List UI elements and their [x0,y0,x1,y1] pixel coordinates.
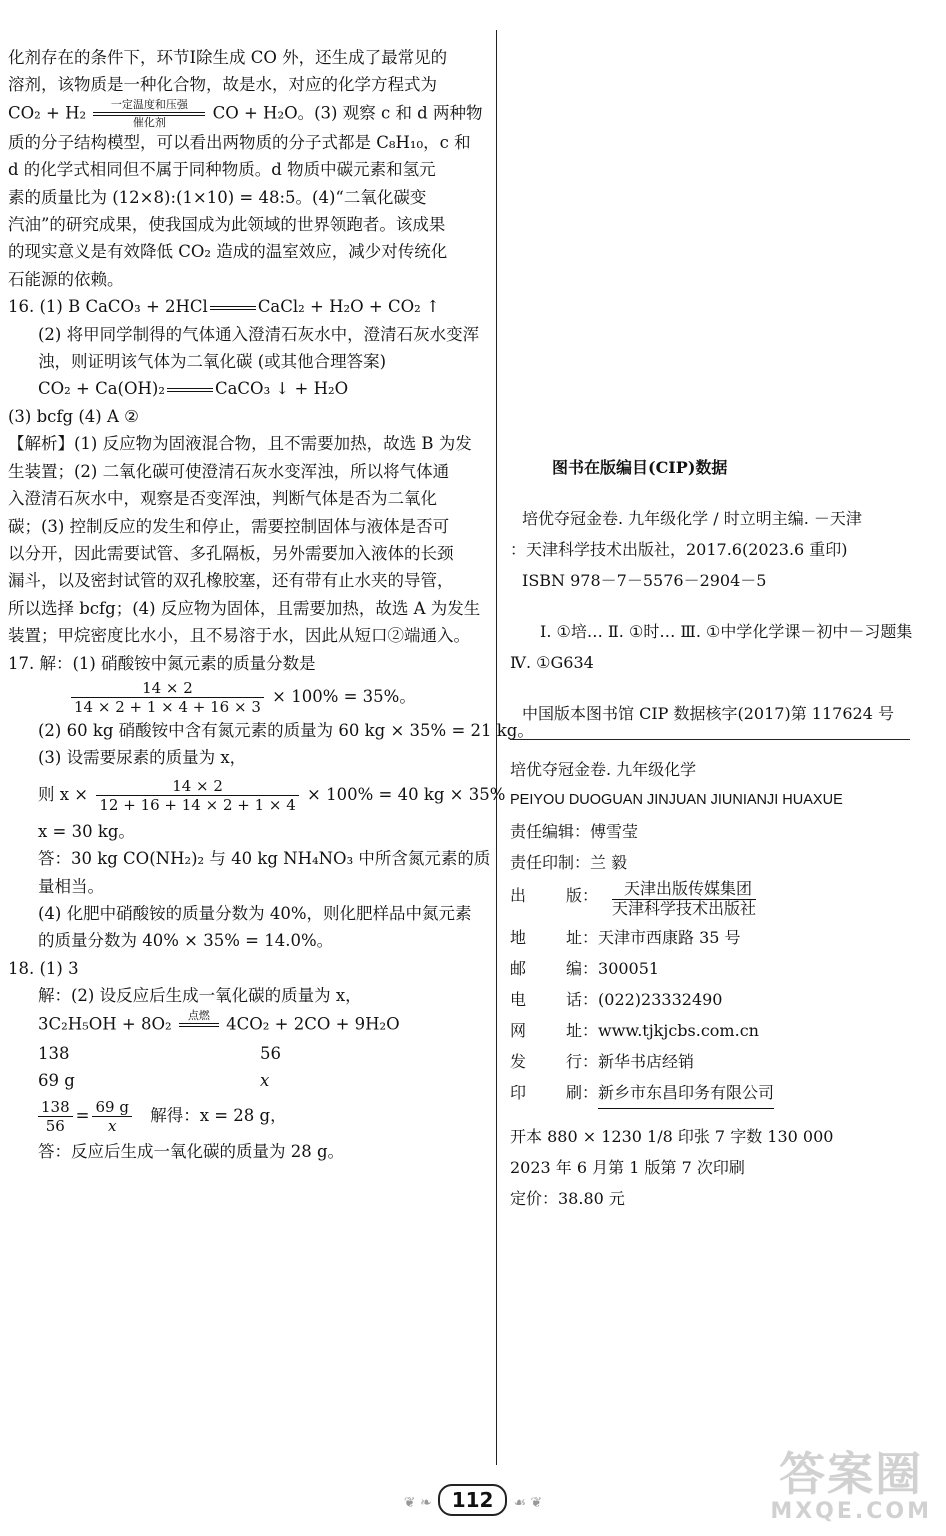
divider-rule [510,739,910,740]
q16-analysis: 生装置；(2) 二氧化碳可使澄清石灰水变浑浊，所以将气体通 [8,461,450,481]
q17-line-9: 的质量分数为 40% × 35% = 14.0%。 [38,931,334,951]
text-line: d 的化学式相同但不属于同种物质。d 物质中碳元素和氢元 [8,160,436,180]
frac-denominator: 12 + 16 + 14 × 2 + 1 × 4 [99,795,296,814]
publisher-row: 出 版： 天津出版传媒集团 天津科学技术出版社 [510,879,757,918]
q17-line-6: 答：30 kg CO(NH₂)₂ 与 40 kg NH₄NO₃ 中所含氮元素的质 [38,849,491,869]
answers-column [8,44,534,1166]
frac-denominator: 14 × 2 + 1 × 4 + 16 × 3 [74,697,261,716]
cip-isbn: ISBN 978－7－5576－2904－5 [522,571,767,590]
q16-analysis: 入澄清石灰水中，观察是否变浑浊，判断气体是否为二氧化 [8,489,437,509]
q17-fraction-2: 则 x × $\frac{14 \times 2}{12 + 16 + 14 \times 2 + 1 \times 4}$ × 100% = 40 kg × 35% [38,776,506,814]
equation-condition: 点燃 [179,1010,219,1040]
q16-analysis: 装置；甲烷密度比水小，且不易溶于水，因此从短口②端通入。 [8,626,470,646]
website-row: 网 址： www.tjkjcbs.com.cn [510,1021,759,1040]
format-info: 开本 880 × 1230 1/8 印张 7 字数 130 000 [510,1127,834,1146]
q16-analysis: 【解析】(1) 反应物为固液混合物，且不需要加热，故选 B 为发 [8,434,472,454]
address-row: 地 址： 天津市西康路 35 号 [510,928,741,947]
book-title-cn: 培优夺冠金卷. 九年级化学 [510,760,697,779]
watermark-logo: 答案圈 MXQE.COM [770,1447,932,1524]
q16-analysis: 漏斗，以及密封试管的双孔橡胶塞，还有带有止水夹的导管， [8,571,454,591]
page-number: ❦ ❧ 112 ☙ ❦ [0,1484,946,1516]
q16-analysis: 碳；(3) 控制反应的发生和停止，需要控制固体与液体是否可 [8,516,450,536]
printing-row: 印 刷： 新乡市东昌印务有限公司 [510,1077,910,1109]
text-line: 溶剂，该物质是一种化合物，故是水，对应的化学方程式为 [8,75,437,95]
cip-title: 图书在版编目(CIP)数据 [552,458,728,477]
q18-ratio-row: 138 56 [38,1043,281,1063]
q18-ratio-row: 69 g x [38,1071,270,1090]
frac-numerator: 14 × 2 [96,777,298,796]
phone-row: 电 话： (022)23332490 [510,990,723,1009]
postcode-row: 邮 编： 300051 [510,959,660,978]
q16-line-5: (3) bcfg (4) A ② [8,406,139,426]
cip-classification: Ⅳ. ①G634 [510,653,594,672]
q18-proportion: $\frac{138}{56}$ = $\frac{69 g}{x}$ 解得：x = 28 g， [8,1094,490,1138]
colophon-column [510,452,913,1214]
condition-below: 催化剂 [132,115,166,129]
text-line: 石能源的依赖。 [8,269,124,289]
q17-line-1: 17. 解：(1) 硝酸铵中氮元素的质量分数是 [8,653,316,673]
text-line: 汽油”的研究成果，使我国成为此领域的世界领跑者。该成果 [8,215,446,235]
q17-line-7: 量相当。 [38,876,104,896]
q17-line-2: (2) 60 kg 硝酸铵中含有氮元素的质量为 60 kg × 35% = 21 kg。 [38,720,534,740]
cip-classification: Ⅰ. ①培… Ⅱ. ①时… Ⅲ. ①中学化学课－初中－习题集 [540,622,913,641]
text-line: 素的质量比为 (12×8):(1×10) = 48:5。(4)“二氧化碳变 [8,187,427,207]
distribution-row: 发 行： 新华书店经销 [510,1052,695,1071]
equation-rhs: CO + H₂O。(3) 观察 c 和 d 两种物 [212,103,483,123]
publisher-group: 天津出版传媒集团 [612,880,756,900]
condition-above: 一定温度和压强 [110,97,188,111]
equation-lhs: CO₂ + H₂ [8,103,87,123]
q17-fraction-1: $\frac{14 \times 2}{14 \times 2 + 1 \times 4 + 16 \times 3}$ × 100% = 35%。 [8,677,490,717]
q18-line-1: 18. (1) 3 [8,958,79,978]
q16-equation: CO₂ + Ca(OH)₂ CaCO₃ ↓ + H₂O [38,379,349,399]
q16-line-2: (2) 将甲同学制得的气体通入澄清石灰水中，澄清石灰水变浑 [38,324,480,344]
q18-equation: 3C₂H₅OH + 8O₂ 点燃 4CO₂ + 2CO + 9H₂O [8,1010,490,1040]
q16-analysis: 所以选择 bcfg；(4) 反应物为固体，且需要加热，故选 A 为发生 [8,598,481,618]
price: 定价：38.80 元 [510,1189,625,1208]
q16-line-1: 16. (1) B CaCO₃ + 2HCl CaCl₂ + H₂O + CO₂ ↑ [8,297,440,317]
frac-numerator: 14 × 2 [71,679,264,698]
text-line: 的现实意义是有效降低 CO₂ 造成的温室效应，减少对传统化 [8,242,448,262]
text-line: 质的分子结构模型，可以看出两物质的分子式都是 C₈H₁₀，c 和 [8,132,471,152]
q17-line-8: (4) 化肥中硝酸铵的质量分数为 40%，则化肥样品中氮元素 [38,903,472,923]
q16-analysis: 以分开，因此需要试管、多孔隔板，另外需要加入液体的长颈 [8,543,454,563]
book-title-pinyin: PEIYOU DUOGUAN JINJUAN JIUNIANJI HUAXUE [510,792,843,808]
cip-record-number: 中国版本图书馆 CIP 数据核字(2017)第 117624 号 [522,704,894,723]
q18-line-2: 解：(2) 设反应后生成一氧化碳的质量为 x， [38,986,362,1006]
q17-line-5: x = 30 kg。 [38,821,135,841]
cip-line: 培优夺冠金卷. 九年级化学 / 时立明主编. －天津 [522,509,862,528]
responsible-printing: 责任印制：兰 毅 [510,853,628,872]
q18-answer: 答：反应后生成一氧化碳的质量为 28 g。 [38,1142,345,1162]
equation-condition [93,99,205,129]
cip-line: ：天津科学技术出版社，2017.6(2023.6 重印) [510,540,848,559]
text-line: 化剂存在的条件下，环节Ⅰ除生成 CO 外，还生成了最常见的 [8,48,448,67]
column-divider [496,30,497,1465]
responsible-editor: 责任编辑：傅雪莹 [510,822,639,841]
equation-co2-h2 [8,99,490,129]
q17-line-3: (3) 设需要尿素的质量为 x， [38,748,247,768]
edition-info: 2023 年 6 月第 1 版第 7 次印刷 [510,1158,745,1177]
q16-line-3: 浊，则证明该气体为二氧化碳 (或其他合理答案) [38,352,387,372]
publisher-name: 天津科学技术出版社 [612,899,757,918]
